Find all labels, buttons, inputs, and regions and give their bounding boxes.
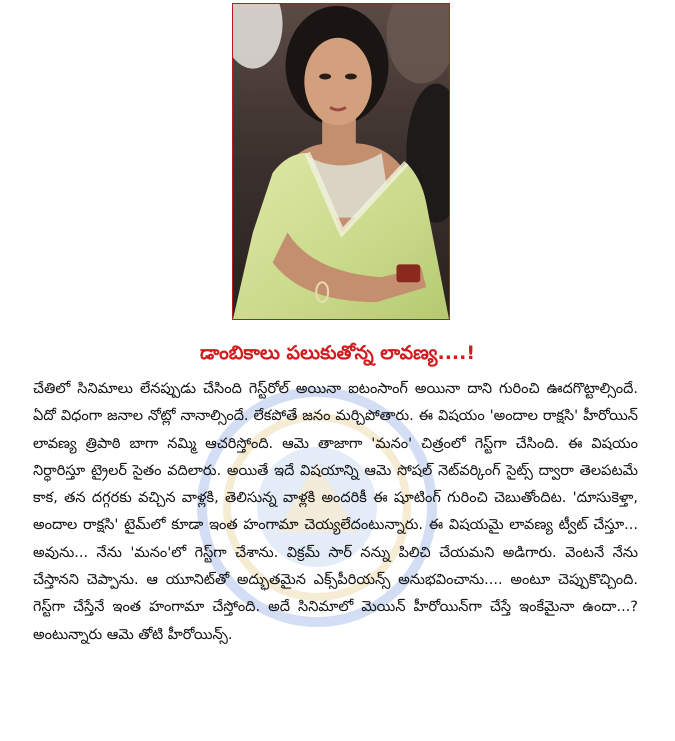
- photo-illustration: [233, 4, 449, 319]
- article-body: చేతిలో సినిమాలు లేనప్పుడు చేసింది గెస్ట్‌రోల్ అయినా ఐటంసాంగ్ అయినా దాని గురించి ఊదగొట్టాల్సిందే. ఏదో విధంగా జనాల నోట్లో నానాల్సిందే. లేకపోతే జనం మర్చిపోతారు. ఈ విషయం 'అందాల రాక్షసి' హీరోయిన్ లావణ్య త్రిపాఠి బాగా నమ్మి ఆచరిస్తోంది. ఆమె తాజాగా 'మనం' చిత్రంలో గెస్ట్‌గా చేసింది. ఈ విషయం నిర్ధారిస్తూ ట్రైలర్ సైతం వదిలారు. అయితే ఇదే విషయాన్ని ఆమె సోషల్ నెట్‌వర్కింగ్ సైట్స్ ద్వారా తెలపటమే కాక, తన దగ్గరకు వచ్చిన వాళ్లకి, తెలిసున్న వాళ్లకి అందరికీ ఈ షూటింగ్ గురించి చెబుతోందిట. 'దూసుకెళ్తా, అందాల రాక్షసి' టైమ్‌లో కూడా ఇంత హంగామా చెయ్యలేదంటున్నారు. ఈ విషయమై లావణ్య ట్వీట్ చేస్తూ... అవును... నేను 'మనం'లో గెస్ట్‌గా చేశాను. విక్రమ్ సార్ నన్ను పిలిచి చేయమని అడిగారు. వెంటనే నేను చేస్తానని చెప్పాను. ఆ యూనిట్‌తో అద్భుతమైన ఎక్స్‌పీరియన్స్ అనుభవించాను.... అంటూ చెప్పుకొచ్చింది. గెస్ట్‌గా చేస్తేనే ఇంత హంగామా చేస్తోంది. అదే సినిమాలో మెయిన్ హీరోయిన్‌గా చేస్తే ఇంకేమైనా ఉందా...? అంటున్నారు ఆమె తోటి హీరోయిన్స్.: [33, 381, 638, 643]
- article-headline: డాంబికాలు పలుకుతోన్న లావణ్య....!: [199, 342, 476, 364]
- article-photo: [232, 3, 450, 320]
